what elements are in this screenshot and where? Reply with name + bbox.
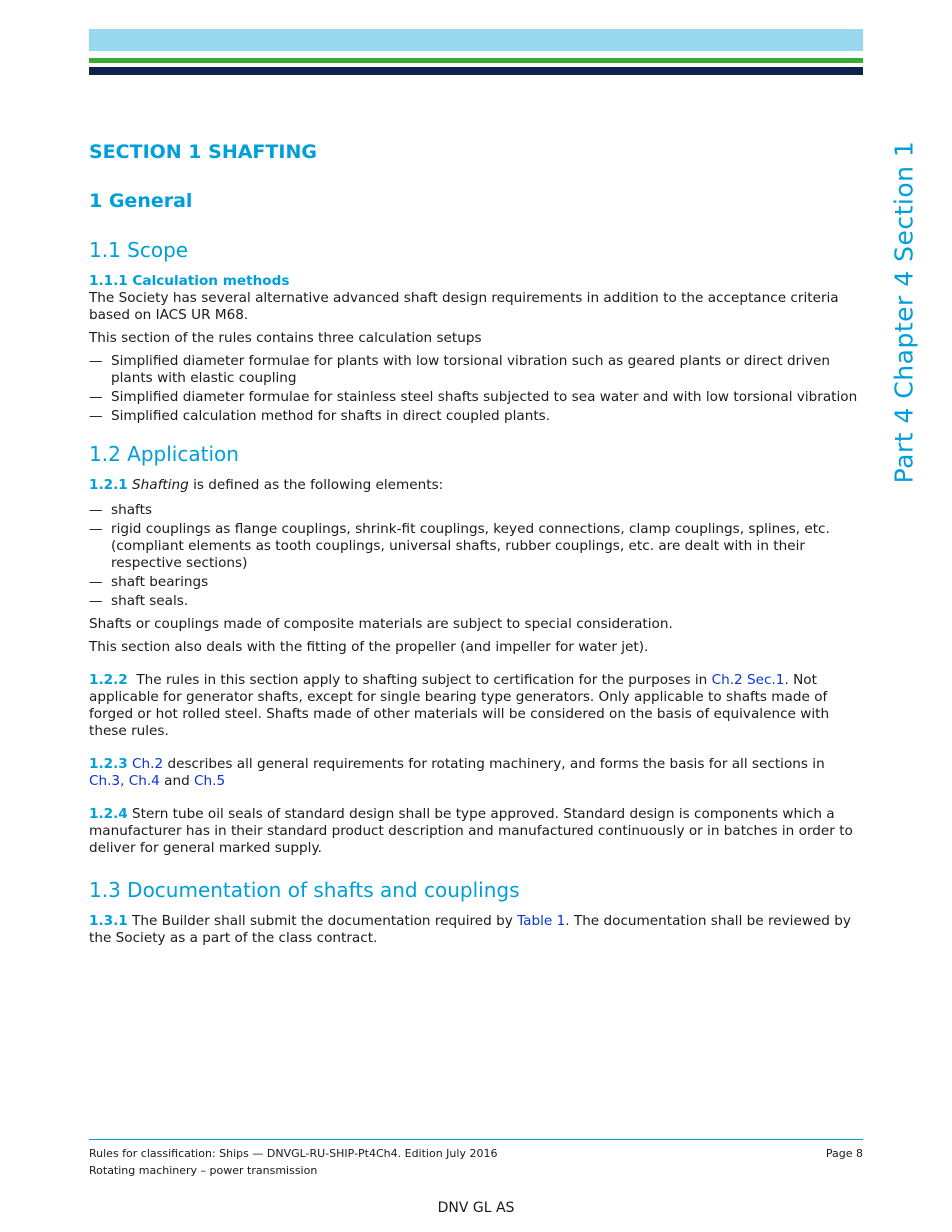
link-ch2[interactable]: Ch.2 — [132, 756, 164, 772]
scope-paragraph-1: The Society has several alternative advanced shaft design requirements in addition to the acceptance criteria based on IACS UR M68. — [89, 290, 839, 323]
term-shafting: Shafting — [132, 477, 189, 493]
list-item: — shaft bearings — [89, 574, 861, 591]
footer-subject-line: Rotating machinery – power transmission — [89, 1164, 318, 1177]
link-ch3[interactable]: Ch.3, — [89, 773, 125, 789]
section-title: SECTION 1 SHAFTING — [89, 141, 317, 163]
list-item: — Simplified diameter formulae for plants with low torsional vibration such as geared plants or direct driven plants with elastic coupling — [89, 353, 861, 387]
footer-document-info — [89, 1145, 497, 1179]
list-item: — Simplified calculation method for shafts in direct coupled plants. — [89, 408, 861, 425]
list-item: — rigid couplings as flange couplings, shrink-fit couplings, keyed connections, clamp couplings, splines, etc. (compliant elements as tooth couplings, universal shafts, rubber couplings, etc. are dealt with in their respective sections) — [89, 521, 861, 572]
link-table-1[interactable]: Table 1 — [517, 913, 566, 929]
list-item: — Simplified diameter formulae for stainless steel shafts subjected to sea water and with low torsional vibration — [89, 389, 861, 406]
footer-company-name: DNV GL AS — [437, 1200, 515, 1216]
clause-number: 1.2.4 — [89, 806, 128, 822]
link-ch4[interactable]: Ch.4 — [128, 773, 160, 789]
shafting-elements-list — [89, 502, 861, 610]
link-ch2-sec1[interactable]: Ch.2 Sec.1 — [711, 672, 785, 688]
clause-number: 1.2.1 — [89, 477, 128, 493]
heading-calculation-methods: 1.1.1 Calculation methods — [89, 273, 290, 289]
heading-general: 1 General — [89, 190, 193, 212]
clause-number: 1.2.3 — [89, 756, 128, 772]
clause-number: 1.3.1 — [89, 913, 128, 929]
heading-scope: 1.1 Scope — [89, 238, 189, 262]
list-item: — shafts — [89, 502, 861, 519]
paragraph-1-2-1: 1.2.1 Shafting is defined as the following elements: — [89, 477, 444, 493]
heading-application: 1.2 Application — [89, 442, 239, 466]
side-section-label: Part 4 Chapter 4 Section 1 — [889, 140, 919, 484]
paragraph-1-2-4: 1.2.4 Stern tube oil seals of standard design shall be type approved. Standard design is components which a manufacturer has in their standard product description and manufactured continuously or in batches in order to deliver for general marked supply. — [89, 806, 853, 856]
composite-paragraph: Shafts or couplings made of composite materials are subject to special consideration. — [89, 616, 673, 632]
header-band-navy — [89, 67, 863, 75]
footer-divider — [89, 1139, 863, 1140]
heading-documentation: 1.3 Documentation of shafts and couplings — [89, 878, 520, 902]
paragraph-1-3-1: 1.3.1 The Builder shall submit the documentation required by Table 1. The documentation shall be reviewed by the Society as a part of the class contract. — [89, 913, 851, 946]
list-item: — shaft seals. — [89, 593, 861, 610]
propeller-paragraph: This section also deals with the fitting of the propeller (and impeller for water jet). — [89, 639, 649, 655]
paragraph-1-2-3: 1.2.3 Ch.2 describes all general requirements for rotating machinery, and forms the basis for all sections in Ch.3, Ch.4 and Ch.5 — [89, 756, 825, 789]
clause-number: 1.2.2 — [89, 672, 128, 688]
footer-page-number: Page 8 — [825, 1147, 863, 1160]
paragraph-1-2-2: 1.2.2 The rules in this section apply to shafting subject to certification for the purposes in Ch.2 Sec.1. Not applicable for generator shafts, except for single bearing type generators. Only applicable to shafts made of forged or hot rolled steel. Shafts made of other materials will be considered on the basis of equivalence with these rules. — [89, 672, 830, 739]
document-body — [89, 140, 861, 953]
scope-paragraph-2: This section of the rules contains three calculation setups — [89, 330, 482, 346]
link-ch5[interactable]: Ch.5 — [194, 773, 226, 789]
footer-rules-line: Rules for classification: Ships — DNVGL-RU-SHIP-Pt4Ch4. Edition July 2016 — [89, 1147, 498, 1160]
calculation-setups-list — [89, 353, 861, 425]
header-band-light — [89, 29, 863, 51]
header-band-green — [89, 58, 863, 63]
